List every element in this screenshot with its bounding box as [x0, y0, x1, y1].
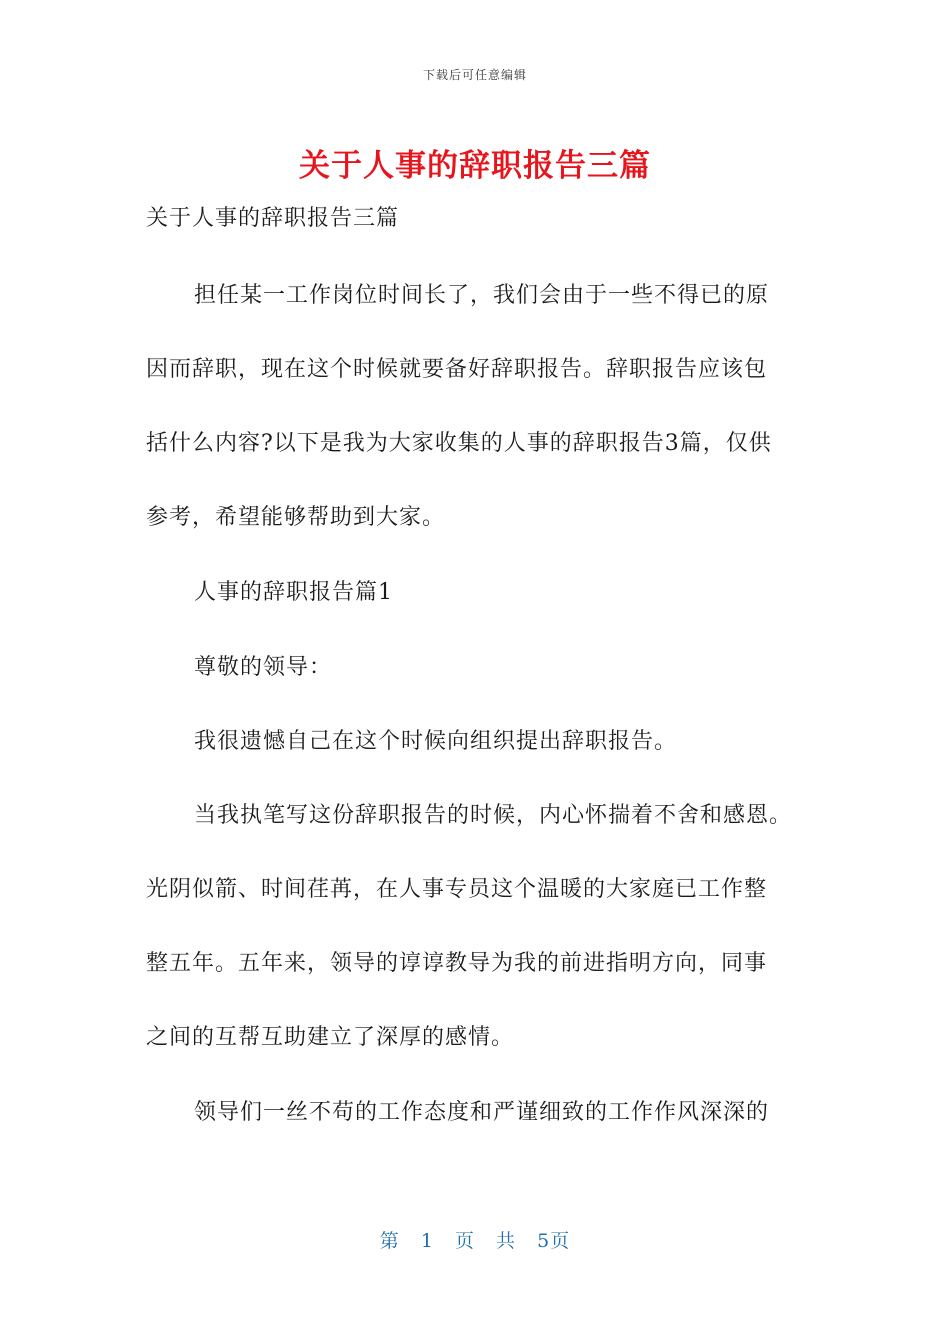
footer-total-pages: 5页: [537, 1230, 571, 1252]
body-line: 领导们一丝不苟的工作态度和严谨细致的工作作风深深的: [194, 1100, 770, 1125]
document-title: 关于人事的辞职报告三篇: [299, 148, 651, 184]
section-heading: 人事的辞职报告篇1: [194, 580, 393, 605]
footer-label-gong: 共: [496, 1230, 517, 1252]
body-line: 担任某一工作岗位时间长了，我们会由于一些不得已的原: [194, 283, 770, 308]
body-line: 因而辞职，现在这个时候就要备好辞职报告。辞职报告应该包: [146, 357, 768, 382]
body-line: 之间的互帮互助建立了深厚的感情。: [146, 1025, 515, 1050]
page-footer: [0, 1226, 950, 1253]
body-line: 我很遗憾自己在这个时候向组织提出辞职报告。: [194, 729, 678, 754]
body-subtitle-line: 关于人事的辞职报告三篇: [146, 206, 400, 231]
body-line: 括什么内容?以下是我为大家收集的人事的辞职报告3篇，仅供: [146, 431, 772, 456]
body-line: 参考，希望能够帮助到大家。: [146, 505, 446, 530]
footer-current-page: 1: [420, 1230, 434, 1252]
footer-label-ye: 页: [454, 1230, 475, 1252]
salutation: 尊敬的领导：: [194, 655, 333, 680]
body-line: 当我执笔写这份辞职报告的时候，内心怀揣着不舍和感恩。: [194, 803, 793, 828]
body-line: 整五年。五年来，领导的谆谆教导为我的前进指明方向，同事: [146, 951, 768, 976]
document-body: [146, 200, 816, 1125]
body-line: 光阴似箭、时间荏苒，在人事专员这个温暖的大家庭已工作整: [146, 877, 768, 902]
header-note: 下载后可任意编辑: [422, 68, 527, 82]
footer-label-di: 第: [379, 1230, 400, 1252]
